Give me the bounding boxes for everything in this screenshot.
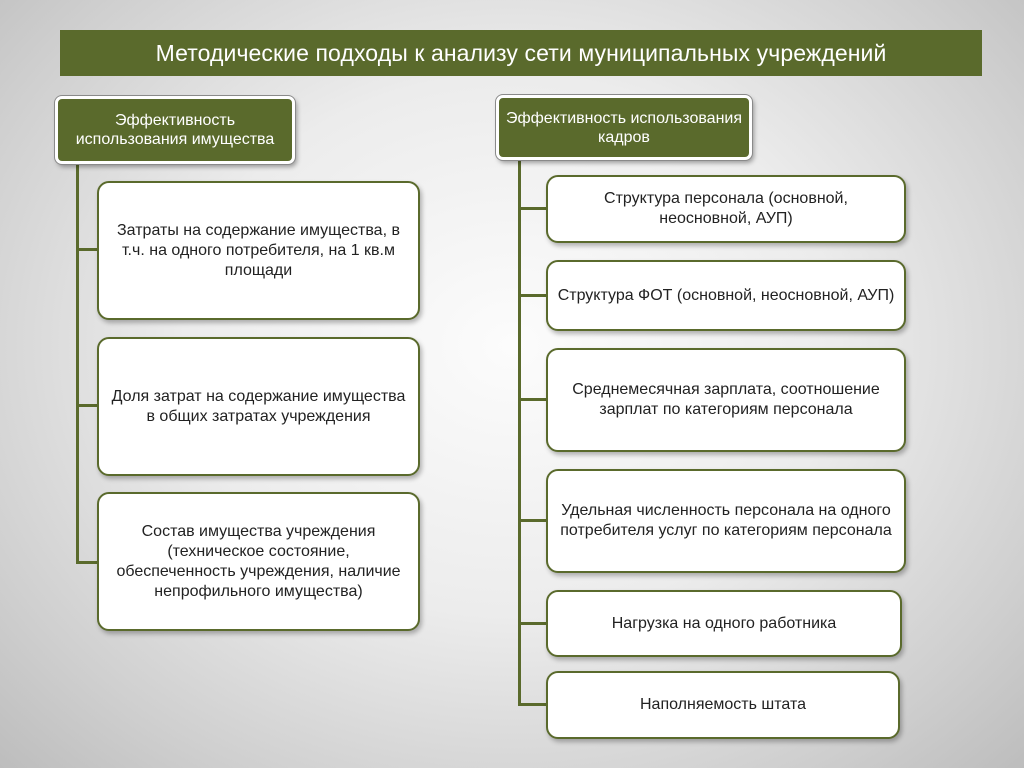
right-item-6 <box>546 671 900 739</box>
right-connector-2 <box>518 294 547 297</box>
left-header <box>55 96 295 164</box>
right-item-3-text: Среднемесячная зарплата, соотношение зарплат по категориям персонала <box>572 381 880 418</box>
right-header-label: Эффективность использования кадров <box>505 109 743 146</box>
left-item-1-text: Затраты на содержание имущества, в т.ч. на одного потребителя, на 1 кв.м площади <box>117 221 400 279</box>
left-item-1 <box>97 181 420 320</box>
left-item-3-text: Состав имущества учреждения (техническое состояние, обеспеченность учреждения, наличие непрофильного имущества) <box>116 522 401 600</box>
right-header <box>496 95 752 160</box>
right-connector-4 <box>518 519 547 522</box>
right-item-3 <box>546 348 906 452</box>
right-item-1 <box>546 175 906 243</box>
left-connector-trunk <box>76 164 79 564</box>
left-connector-3 <box>76 561 98 564</box>
right-connector-3 <box>518 398 547 401</box>
right-item-4 <box>546 469 906 573</box>
right-item-4-text: Удельная численность персонала на одного потребителя услуг по категориям персонала <box>560 502 892 539</box>
right-item-1-text: Структура персонала (основной, неосновной, АУП) <box>604 190 848 227</box>
page-title: Методические подходы к анализу сети муниципальных учреждений <box>155 39 887 66</box>
right-item-2-text: Структура ФОТ (основной, неосновной, АУП) <box>557 286 895 304</box>
right-connector-5 <box>518 622 547 625</box>
right-connector-1 <box>518 207 547 210</box>
left-item-3 <box>97 492 420 631</box>
right-item-6-text: Наполняемость штата <box>640 696 806 713</box>
left-connector-1 <box>76 248 98 251</box>
left-header-label: Эффективность использования имущества <box>75 112 275 148</box>
left-item-2 <box>97 337 420 476</box>
left-item-2-text: Доля затрат на содержание имущества в общих затратах учреждения <box>111 387 406 425</box>
right-item-5-text: Нагрузка на одного работника <box>611 614 837 632</box>
title-bar <box>60 30 982 76</box>
left-connector-2 <box>76 404 98 407</box>
right-connector-6 <box>518 703 547 706</box>
right-item-2 <box>546 260 906 331</box>
right-item-5 <box>546 590 902 657</box>
